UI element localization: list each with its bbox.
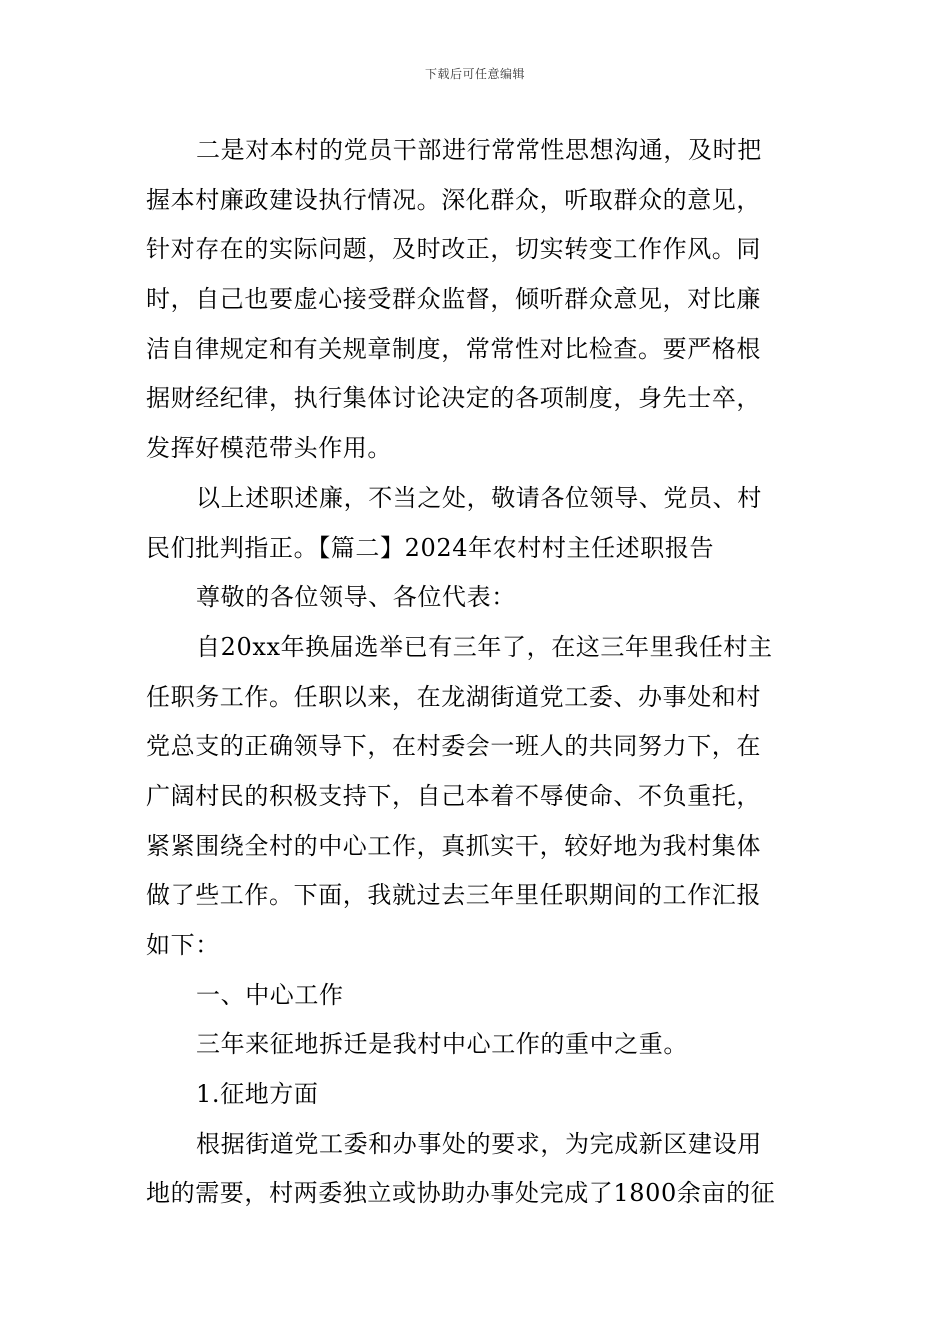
text-line: 握本村廉政建设执行情况。深化群众，听取群众的意见， xyxy=(146,185,761,214)
text-line: 根据街道党工委和办事处的要求，为完成新区建设用 xyxy=(196,1129,762,1158)
text-line: 做了些工作。下面，我就过去三年里任职期间的工作汇报 xyxy=(146,881,761,910)
text-line: 一、中心工作 xyxy=(196,980,344,1009)
text-line: 自20xx年换届选举已有三年了，在这三年里我任村主 xyxy=(196,632,773,661)
text-line: 紧紧围绕全村的中心工作，真抓实干，较好地为我村集体 xyxy=(146,831,761,860)
text-line: 尊敬的各位领导、各位代表： xyxy=(196,583,516,612)
text-line: 时，自己也要虚心接受群众监督，倾听群众意见，对比廉 xyxy=(146,285,761,314)
text-line: 广阔村民的积极支持下，自己本着不辱使命、不负重托， xyxy=(146,781,761,810)
text-line: 二是对本村的党员干部进行常常性思想沟通，及时把 xyxy=(196,136,762,164)
text-line: 如下： xyxy=(146,931,220,959)
document-body xyxy=(146,126,810,1219)
text-line: 以上述职述廉，不当之处，敬请各位领导、党员、村 xyxy=(196,483,762,512)
text-line: 1.征地方面 xyxy=(196,1080,319,1109)
text-line: 任职务工作。任职以来，在龙湖街道党工委、办事处和村 xyxy=(146,682,761,711)
text-line: 据财经纪律，执行集体讨论决定的各项制度，身先士卒， xyxy=(146,384,761,413)
text-line: 发挥好模范带头作用。 xyxy=(146,434,392,463)
text-line: 三年来征地拆迁是我村中心工作的重中之重。 xyxy=(196,1030,688,1059)
text-line: 针对存在的实际问题，及时改正，切实转变工作作风。同 xyxy=(146,235,761,264)
text-line: 民们批判指正。【篇二】2024年农村村主任述职报告 xyxy=(146,533,715,562)
text-line: 党总支的正确领导下，在村委会一班人的共同努力下，在 xyxy=(146,732,761,761)
header-note: 下载后可任意编辑 xyxy=(424,67,525,81)
text-line: 地的需要，村两委独立或协助办事处完成了1800余亩的征 xyxy=(146,1179,776,1208)
text-line: 洁自律规定和有关规章制度，常常性对比检查。要严格根 xyxy=(146,334,761,363)
